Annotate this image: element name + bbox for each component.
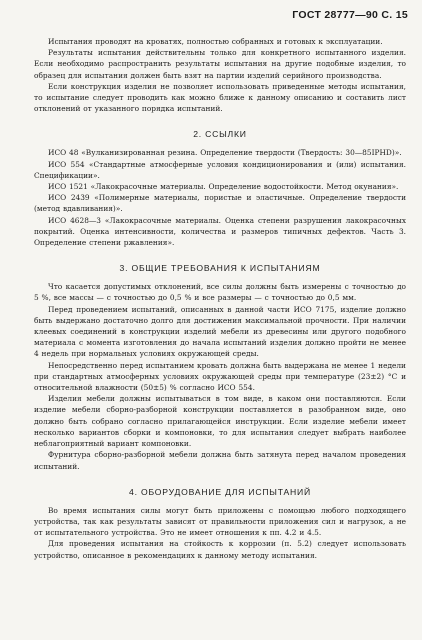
section-3-paragraph-4: Изделия мебели должны испытываться в том виде, в каком они поставляются. Если изделие мебели сборно-разборной конструкции поставляется в разобранном виде, оно должно быть собрано согласно прилагающейся инструкции. Если изделие мебели имеет несколько вариантов сборки и компоновки, то для испытания следует выбрать наиболее неблагоприятный вариант компоновки. bbox=[34, 394, 406, 449]
page-body bbox=[34, 36, 406, 561]
page-header: ГОСТ 28777—90 С. 15 bbox=[292, 9, 408, 21]
section-3-body bbox=[34, 281, 406, 471]
section-3-paragraph-3: Непосредственно перед испытанием кровать должна быть выдержана не менее 1 недели при стандартных атмосферных условиях окружающей среды при температуре (23±2) °С и относительной влажности (50±5) % согласно ИСО 554. bbox=[34, 360, 406, 393]
reference-iso-2439: ИСО 2439 «Полимерные материалы, пористые и эластичные. Определение твердости (метод вдавливания)». bbox=[34, 193, 406, 214]
section-2-heading: 2. ССЫЛКИ bbox=[193, 129, 247, 140]
section-3-paragraph-1: Что касается допустимых отклонений, все силы должны быть измерены с точностью до 5 %, все массы — с точностью до 0,5 % и все размеры — с точностью до 0,5 мм. bbox=[34, 282, 406, 303]
section-2-body bbox=[34, 147, 406, 248]
intro-block bbox=[34, 36, 406, 114]
section-4-heading: 4. ОБОРУДОВАНИЕ ДЛЯ ИСПЫТАНИЙ bbox=[129, 486, 311, 497]
section-4-body bbox=[34, 505, 406, 561]
intro-paragraph-2: Результаты испытания действительны только для конкретного испытанного изделия. Если необходимо распространить результаты испытания на другие подобные изделия, то образец для испытания должен быть взят на партии изделий серийного производства. bbox=[34, 48, 406, 80]
reference-iso-554: ИСО 554 «Стандартные атмосферные условия кондиционирования и (или) испытания. Спецификации». bbox=[34, 159, 406, 180]
section-4-paragraph-1: Во время испытания силы могут быть приложены с помощью любого подходящего устройства, так как результаты зависят от правильности приложения сил и нагрузок, а не от испытательного устройства. Это не имеет отношения к пп. 4.2 и 4.5. bbox=[34, 505, 406, 538]
intro-paragraph-1: Испытания проводят на кроватях, полностью собранных и готовых к эксплуатации. bbox=[48, 37, 383, 46]
section-3-paragraph-5: Фурнитура сборно-разборной мебели должна быть затянута перед началом проведения испытаний. bbox=[34, 450, 406, 471]
intro-paragraph-3: Если конструкция изделия не позволяет использовать приведенные методы испытания, то испытание следует проводить как можно ближе к данному описанию и составить лист отклонений от указанного порядка испытаний. bbox=[34, 81, 406, 114]
reference-iso-4628-3: ИСО 4628—3 «Лакокрасочные материалы. Оценка степени разрушения лакокрасочных покрытий. Оценка интенсивности, количества и размеров типичных дефектов. Часть 3. Определение степени ржавления». bbox=[34, 215, 406, 248]
reference-iso-1521: ИСО 1521 «Лакокрасочные материалы. Определение водостойкости. Метод окунания». bbox=[48, 182, 399, 192]
reference-iso-48: ИСО 48 «Вулканизированная резина. Определение твердости (Твердость: 30—85IPHD)». bbox=[48, 148, 402, 158]
section-3-heading: 3. ОБЩИЕ ТРЕБОВАНИЯ К ИСПЫТАНИЯМ bbox=[119, 263, 321, 274]
section-4-paragraph-2: Для проведения испытания на стойкость к коррозии (п. 5.2) следует использовать устройство, описанное в рекомендациях к данному методу испытания. bbox=[34, 539, 406, 560]
section-3-paragraph-2: Перед проведением испытаний, описанных в данной части ИСО 7175, изделие должно быть выдержано достаточно долго для достижения максимальной прочности. При наличии клеевых соединений в конструкции изделий мебели из древесины или другого подобного материала с момента изготовления до начала испытаний изделия должно пройти не менее 4 недель при нормальных условиях окружающей среды. bbox=[34, 304, 406, 359]
